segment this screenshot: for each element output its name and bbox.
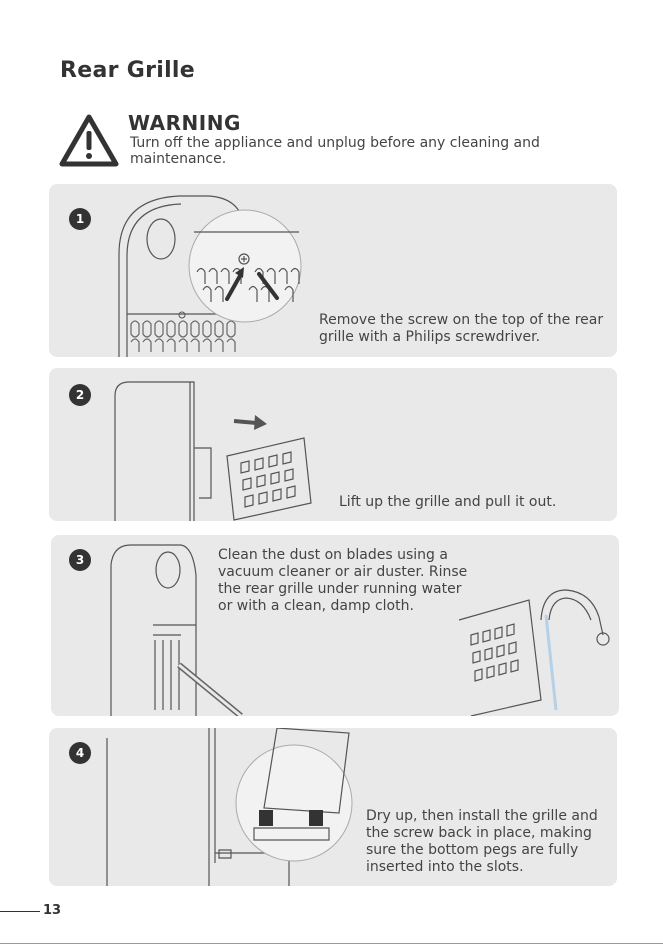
page-number: 13	[43, 903, 62, 918]
step-3-number: 3	[69, 549, 91, 571]
step-2-text: Lift up the grille and pull it out.	[339, 494, 557, 510]
warning-heading: WARNING	[128, 111, 241, 135]
step-4-panel	[49, 728, 617, 886]
warning-text: Turn off the appliance and unplug before any cleaning and maintenance.	[130, 135, 540, 167]
step-4-text: Dry up, then install the grille and the screw back in place, making sure the bottom pegs are fully inserted into the slots.	[366, 808, 598, 875]
page-title: Rear Grille	[60, 58, 195, 83]
step-2-number: 2	[69, 384, 91, 406]
page-number-rule	[0, 911, 40, 912]
step-1-panel	[49, 184, 617, 357]
step-4-number: 4	[69, 742, 91, 764]
step-3-panel	[51, 535, 619, 716]
bottom-rule	[0, 943, 663, 944]
step-2-panel	[49, 368, 617, 521]
warning-triangle-icon	[58, 113, 120, 169]
step-1-text: Remove the screw on the top of the rear grille with a Philips screwdriver.	[319, 312, 604, 345]
step-1-number: 1	[69, 208, 91, 230]
step-3-text: Clean the dust on blades using a vacuum cleaner or air duster. Rinse the rear grille under running water or with a clean, damp cloth.	[218, 547, 468, 614]
